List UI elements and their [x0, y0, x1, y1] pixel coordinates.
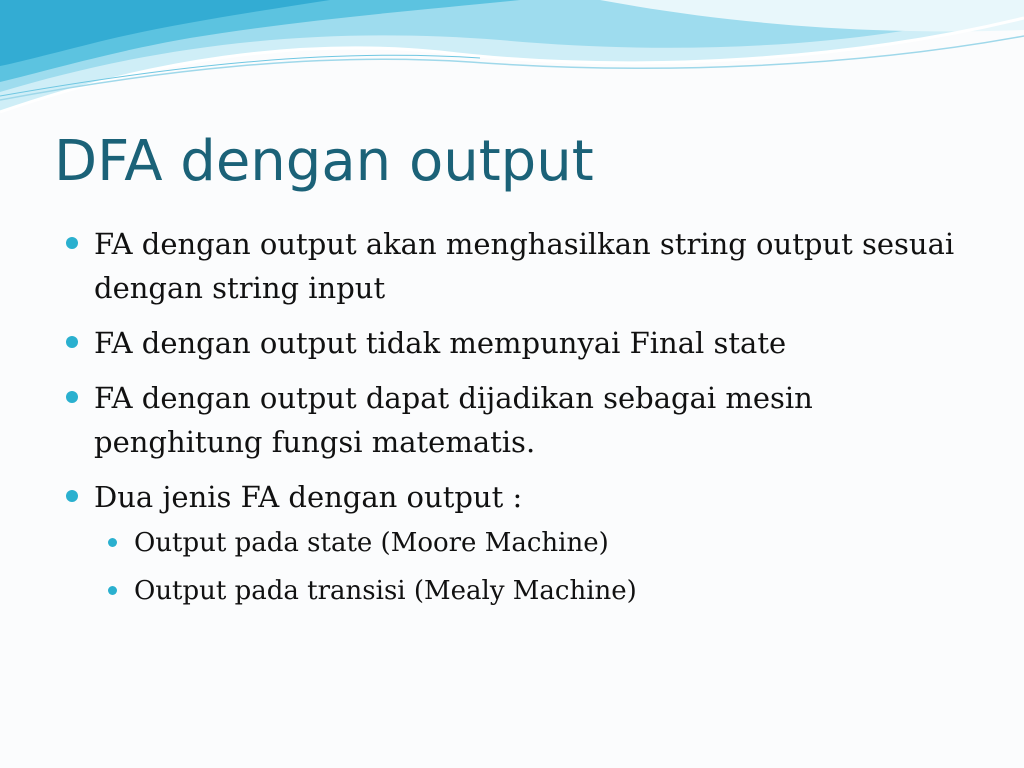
bullet-icon	[66, 490, 78, 502]
slide-content	[64, 222, 964, 624]
sub-bullet-item	[104, 521, 964, 565]
sub-bullet-text: Output pada state (Moore Machine)	[134, 528, 609, 558]
sub-bullet-text: Output pada transisi (Mealy Machine)	[134, 576, 637, 606]
sub-bullet-icon	[108, 538, 117, 547]
bullet-text: Dua jenis FA dengan output :	[94, 480, 523, 514]
bullet-item	[64, 376, 964, 464]
slide-title: DFA dengan output	[54, 129, 594, 194]
bullet-item	[64, 321, 964, 365]
bullet-item	[64, 222, 964, 310]
bullet-text: FA dengan output tidak mempunyai Final state	[94, 326, 787, 360]
sub-bullet-item	[104, 569, 964, 613]
bullet-list	[64, 222, 964, 613]
bullet-text: FA dengan output akan menghasilkan string output sesuai dengan string input	[94, 227, 955, 305]
sub-bullet-list	[104, 521, 964, 613]
bullet-icon	[66, 336, 78, 348]
sub-bullet-icon	[108, 586, 117, 595]
bullet-item	[64, 475, 964, 613]
bullet-icon	[66, 237, 78, 249]
bullet-text: FA dengan output dapat dijadikan sebagai mesin penghitung fungsi matematis.	[94, 381, 813, 459]
header-wave-decoration	[0, 0, 1024, 130]
bullet-icon	[66, 391, 78, 403]
